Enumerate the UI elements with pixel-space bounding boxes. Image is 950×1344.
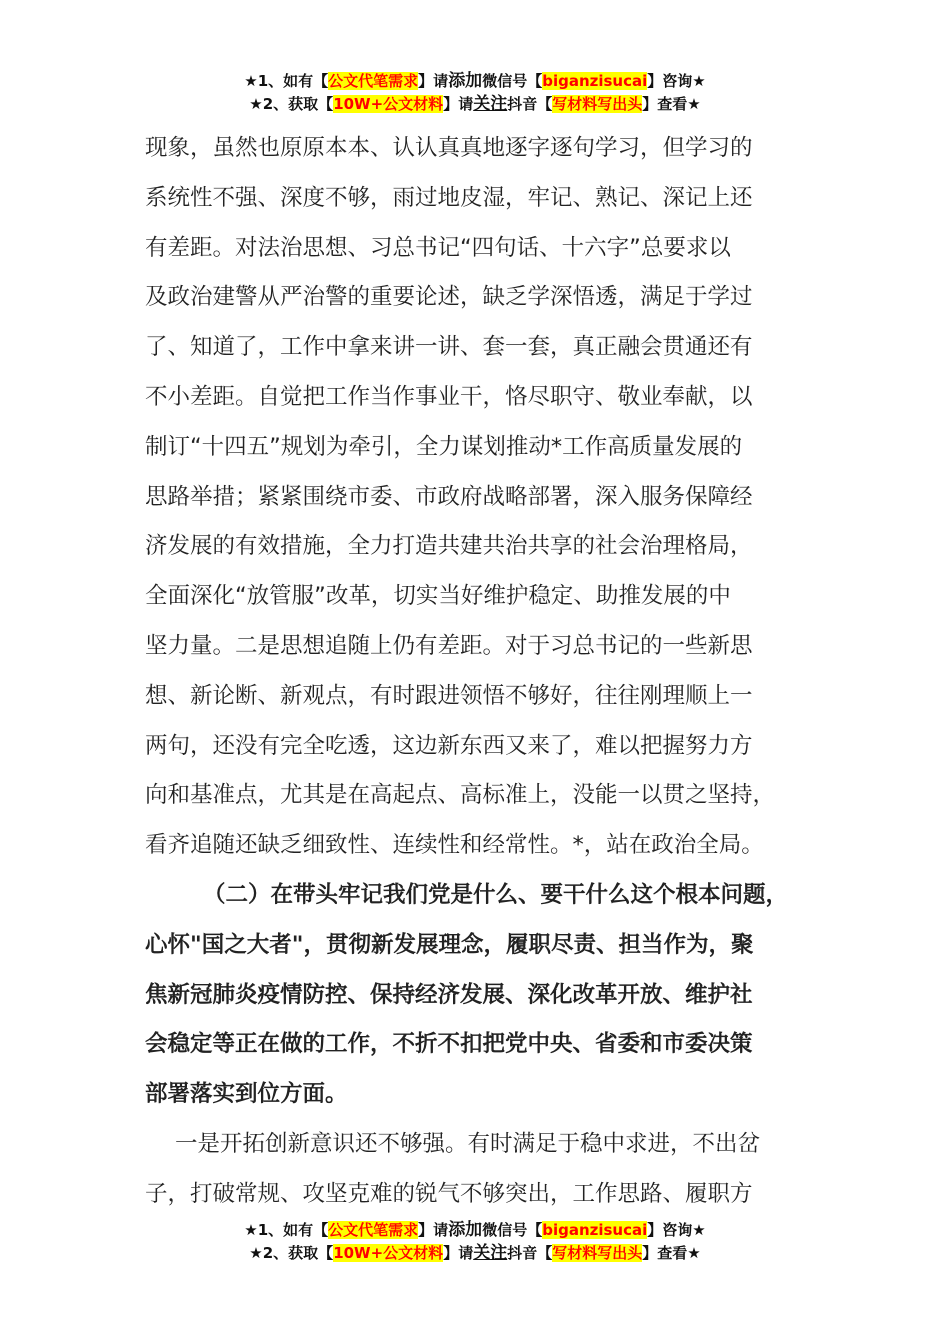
- body-line: 现象，虽然也原原本本、认认真真地逐字逐句学习，但学习的: [145, 135, 753, 161]
- body-line: 思路举措；紧紧围绕市委、市政府战略部署，深入服务保障经: [145, 483, 753, 510]
- header-banner-row-1: ★1、如有【公文代笔需求】请添加微信号【biganzisucai】咨询★: [244, 71, 706, 91]
- ad-highlight-wechat: biganzisucai: [542, 72, 648, 90]
- body-line: 系统性不强、深度不够，雨过地皮湿，牢记、熟记、深记上还: [145, 184, 753, 211]
- body-line: 向和基准点，尤其是在高起点、高标准上，没能一以贯之坚持，: [145, 782, 776, 809]
- footer-banner: [0, 1219, 950, 1265]
- ad-highlight-service: 公文代笔需求: [328, 72, 419, 90]
- paragraph-line: 一是开拓创新意识还不够强。有时满足于稳中求进，不出岔: [175, 1130, 761, 1157]
- footer-banner-row-1: ★1、如有【公文代笔需求】请添加微信号【biganzisucai】咨询★: [244, 1220, 706, 1240]
- body-line: 有差距。对法治思想、习总书记“四句话、十六字”总要求以: [145, 234, 731, 261]
- section-heading-line: 会稳定等正在做的工作，不折不扣把党中央、省委和市委决策: [145, 1031, 753, 1058]
- footer-banner-row-2: ★2、获取【10W+公文材料】请关注抖音【写材料写出头】查看★: [249, 1243, 701, 1263]
- header-banner: [0, 70, 950, 116]
- section-heading-line: 部署落实到位方面。: [145, 1081, 348, 1108]
- body-line: 制订“十四五”规划为牵引，全力谋划推动*工作高质量发展的: [145, 433, 743, 460]
- body-line: 看齐追随还缺乏细致性、连续性和经常性。*，站在政治全局。: [145, 832, 764, 859]
- body-line: 不小差距。自觉把工作当作事业干，恪尽职守、敬业奉献，以: [145, 383, 753, 410]
- body-line: 及政治建警从严治警的重要论述，缺乏学深悟透，满足于学过: [145, 284, 753, 311]
- section-heading-line: 焦新冠肺炎疫情防控、保持经济发展、深化改革开放、维护社: [145, 981, 753, 1008]
- document-body: [145, 124, 815, 1220]
- ad-highlight-materials: 10W+公文材料: [333, 95, 444, 113]
- ad-highlight-douyin: 写材料写出头: [552, 1244, 643, 1262]
- body-line: 了、知道了，工作中拿来讲一讲、套一套，真正融会贯通还有: [145, 334, 753, 361]
- body-line: 济发展的有效措施，全力打造共建共治共享的社会治理格局，: [145, 533, 753, 560]
- body-line: 全面深化“放管服”改革，切实当好维护稳定、助推发展的中: [145, 583, 731, 610]
- header-banner-row-2: ★2、获取【10W+公文材料】请关注抖音【写材料写出头】查看★: [249, 94, 701, 114]
- ad-highlight-materials: 10W+公文材料: [333, 1244, 444, 1262]
- ad-highlight-wechat: biganzisucai: [542, 1221, 648, 1239]
- ad-highlight-douyin: 写材料写出头: [552, 95, 643, 113]
- section-heading-line: 心怀"国之大者"，贯彻新发展理念，履职尽责、担当作为，聚: [145, 931, 754, 958]
- body-line: 坚力量。二是思想追随上仍有差距。对于习总书记的一些新思: [145, 632, 753, 659]
- body-line: 两句，还没有完全吃透，这边新东西又来了，难以把握努力方: [145, 732, 753, 759]
- body-line: 想、新论断、新观点，有时跟进领悟不够好，往往刚理顺上一: [145, 682, 753, 709]
- paragraph-line: 子，打破常规、攻坚克难的锐气不够突出，工作思路、履职方: [145, 1180, 753, 1207]
- section-heading-line: （二）在带头牢记我们党是什么、要干什么这个根本问题，: [203, 881, 789, 908]
- ad-highlight-service: 公文代笔需求: [328, 1221, 419, 1239]
